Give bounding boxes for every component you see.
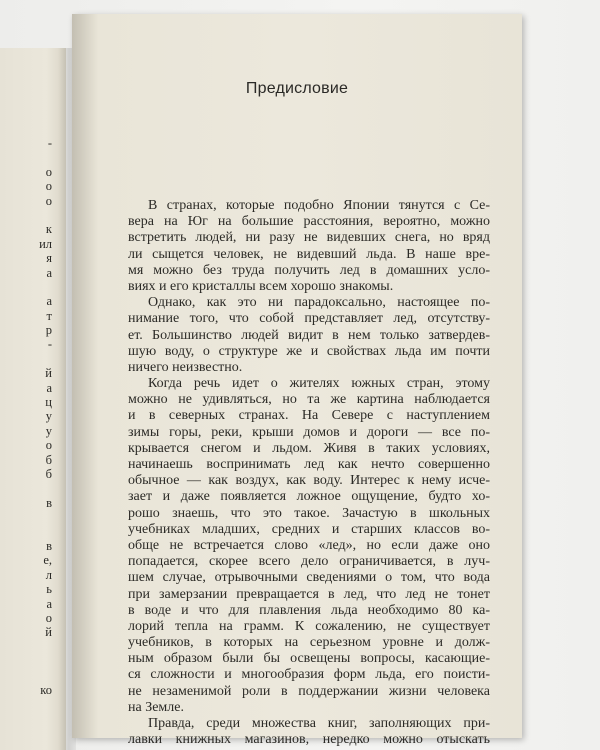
text-line: Когда речь идет о жителях южных стран, этому xyxy=(148,376,490,392)
left-fragment: в xyxy=(46,495,52,510)
left-fragment: о xyxy=(45,193,52,208)
left-fragment: к xyxy=(45,222,52,237)
text-line: учебников, в которых на серьезном уровне и долж- xyxy=(128,635,490,651)
text-line: при замерзании превращается в лед, что лед не тонет xyxy=(128,586,490,602)
text-line: можно не удивляться, но та же картина наблюдается xyxy=(128,392,490,408)
text-line: учебниках младших, средних и старших классов во- xyxy=(128,521,490,537)
left-fragment: б xyxy=(45,466,52,481)
left-fragment: о xyxy=(45,179,52,194)
left-fragment: а xyxy=(46,596,52,611)
text-line: не незаменимой роли в поддержании жизни человека xyxy=(128,683,490,699)
text-line: нимание того, что собой представляет лед, отсутству- xyxy=(128,311,490,327)
left-fragment xyxy=(4,525,64,539)
text-line: зает и даже появляется ложное ощущение, будто хо- xyxy=(128,489,490,505)
left-fragment xyxy=(4,481,64,495)
left-fragment: у xyxy=(45,409,52,424)
text-line: виях и его кристаллы всем хорошо знакомы. xyxy=(128,278,394,294)
text-line: крывается снегом и льдом. Живя в таких условиях, xyxy=(128,440,490,456)
left-fragment xyxy=(4,668,64,682)
text-line: шем случае, отрывочными сведениями о том, что вода xyxy=(128,570,490,586)
left-fragment: е, xyxy=(43,553,52,568)
text-line: шую воду, о структуре же и свойствах льда им почти xyxy=(128,343,490,359)
text-line: лавки книжных магазинов, нередко можно отыскать xyxy=(128,732,490,748)
left-fragment xyxy=(4,352,64,366)
left-fragment: я xyxy=(46,251,52,266)
text-line: Однако, как это ни парадоксально, настоящее по- xyxy=(148,295,490,311)
left-fragment: - xyxy=(47,337,52,352)
left-page-text-fragments xyxy=(4,136,64,697)
text-line: лорий тепла на грамм. К сожалению, не существует xyxy=(128,618,490,634)
text-line: Правда, среди множества книг, заполняющих при- xyxy=(148,716,490,731)
right-page xyxy=(72,14,522,748)
text-line: начинаешь воспринимать лед как нечто совершенно xyxy=(128,457,490,472)
left-fragment: т xyxy=(46,308,52,323)
left-fragment xyxy=(4,150,64,164)
left-fragment: а xyxy=(46,265,52,280)
text-line: на Земле. xyxy=(128,699,184,715)
left-fragment: а xyxy=(46,294,52,309)
text-line: в воде и что для плавления льда необходимо 80 ка- xyxy=(128,602,490,618)
left-fragment: о xyxy=(45,610,52,625)
left-fragment: й xyxy=(45,625,52,640)
text-line: мя можно без труда получить лед в домашних усло- xyxy=(128,262,490,278)
text-line: ным образом были бы освещены вопросы, касающие- xyxy=(128,651,490,667)
text-line: обычное — как воздух, как воду. Интерес к нему исче- xyxy=(128,473,490,489)
body-text xyxy=(128,198,490,748)
text-line: ет. Большинство людей видит в нем только затвердев- xyxy=(128,327,490,343)
text-line: ли сыщется человек, не видевший льда. В наше вре- xyxy=(128,246,490,262)
text-line: вера на Юг на большие расстояния, вероятно, можно xyxy=(128,214,490,230)
left-fragment xyxy=(4,640,64,654)
left-fragment: а xyxy=(46,380,52,395)
text-line: обще не встречается слово «лед», но если даже оно xyxy=(128,537,490,553)
page-title: Предисловие xyxy=(245,80,349,97)
left-fragment: б xyxy=(45,452,52,467)
left-fragment: ь xyxy=(46,582,52,597)
left-fragment: о xyxy=(45,438,52,453)
text-line: зимы горы, реки, крыши домов и дороги — все по- xyxy=(128,424,490,440)
text-line: встретить людей, ни разу не видевших снега, но вряд xyxy=(128,230,490,246)
left-fragment: в xyxy=(46,538,52,553)
left-fragment: й xyxy=(45,366,52,381)
left-fragment xyxy=(4,280,64,294)
left-fragment: ил xyxy=(39,236,52,251)
left-fragment: у xyxy=(45,423,52,438)
text-line: В странах, которые подобно Японии тянутся с Се- xyxy=(148,198,490,213)
left-fragment: р xyxy=(45,323,52,338)
left-fragment: - xyxy=(47,136,52,150)
left-fragment: ц xyxy=(45,395,52,410)
left-fragment xyxy=(4,510,64,524)
left-fragment: ко xyxy=(40,682,52,697)
page-curl-shadow xyxy=(72,14,98,738)
left-page xyxy=(0,48,66,750)
left-fragment: л xyxy=(45,567,52,582)
text-line: рошо знаешь, что это такое. Зачастую в школьных xyxy=(128,505,490,521)
left-fragment: о xyxy=(45,164,52,179)
text-line: ничего неизвестно. xyxy=(128,359,243,375)
text-line: ся сложности и многообразия форм льда, его поисти- xyxy=(128,667,490,683)
text-line: и в северных странах. На Севере с наступлением xyxy=(128,408,490,424)
text-line: попадается, скорее всего дело ограничивается, в луч- xyxy=(128,554,490,570)
left-fragment xyxy=(4,208,64,222)
left-fragment xyxy=(4,654,64,668)
